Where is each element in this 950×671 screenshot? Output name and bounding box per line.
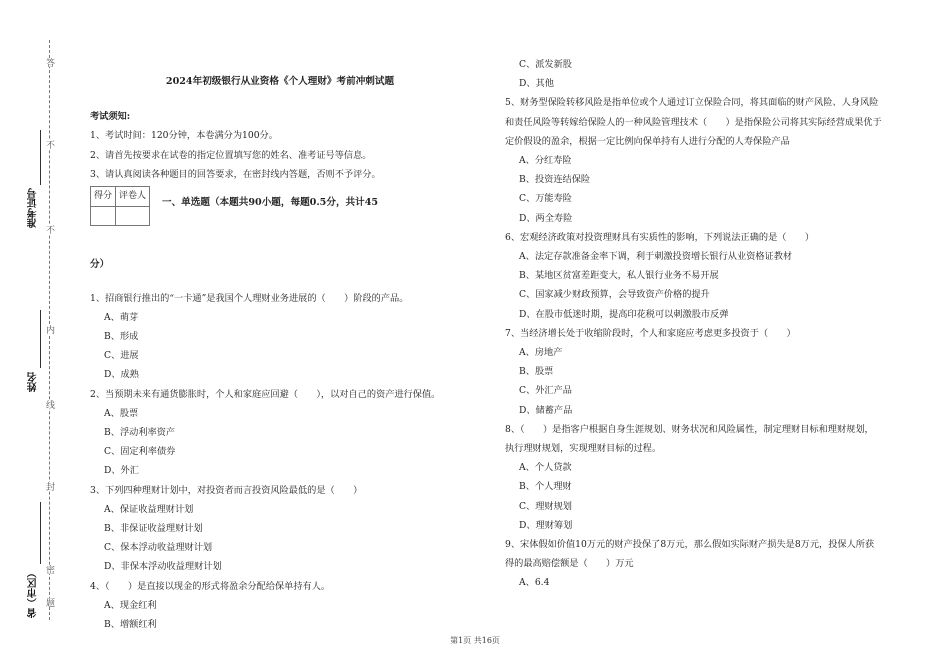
option[interactable]: D、非保本浮动收益理财计划 bbox=[104, 561, 222, 573]
seal-tag: 密 bbox=[41, 565, 57, 574]
question-text: 6、宏观经济政策对投资理财具有实质性的影响，下列说法正确的是（ ） bbox=[505, 231, 815, 243]
option[interactable]: A、个人贷款 bbox=[519, 462, 572, 474]
question-text: 执行理财规划，实现理财目标的过程。 bbox=[505, 443, 662, 455]
question-text: 7、当经济增长处于收缩阶段时，个人和家庭应考虑更多投资于（ ） bbox=[505, 327, 796, 339]
option[interactable]: C、万能寿险 bbox=[519, 193, 572, 205]
question-text: 3、下列四种理财计划中，对投资者而言投资风险最低的是（ ） bbox=[90, 484, 363, 496]
option[interactable]: A、股票 bbox=[104, 407, 139, 419]
section-heading-cont: 分） bbox=[90, 259, 110, 271]
page-footer: 第1页 共16页 bbox=[450, 636, 500, 645]
option[interactable]: B、投资连结保险 bbox=[519, 174, 591, 186]
question bbox=[505, 228, 905, 324]
option[interactable]: B、个人理财 bbox=[519, 481, 572, 493]
binding-margin bbox=[0, 0, 80, 671]
notes-heading: 考试须知: bbox=[90, 111, 131, 123]
option[interactable]: C、固定利率债券 bbox=[104, 446, 176, 458]
seal-tag: 答 bbox=[41, 58, 57, 67]
option[interactable]: C、进展 bbox=[104, 350, 139, 362]
option[interactable]: A、保证收益理财计划 bbox=[104, 503, 194, 515]
right-column bbox=[505, 55, 905, 593]
question bbox=[90, 289, 450, 385]
question-text: 2、当预期未来有通货膨胀时，个人和家庭应回避（ ），以对自己的资产进行保值。 bbox=[90, 388, 441, 400]
note-item: 1、考试时间：120分钟，本卷满分为100分。 bbox=[90, 130, 278, 142]
option[interactable]: B、形成 bbox=[104, 331, 139, 343]
question bbox=[505, 535, 905, 593]
option[interactable]: D、储蓄产品 bbox=[519, 404, 573, 416]
question bbox=[505, 324, 905, 420]
exam-title: 2024年初级银行从业资格《个人理财》考前冲刺试题 bbox=[165, 76, 395, 87]
option[interactable]: B、股票 bbox=[519, 366, 554, 378]
grader-label: 评卷人 bbox=[116, 187, 150, 207]
question-text: 1、招商银行推出的“一卡通”是我国个人理财业务进展的（ ）阶段的产品。 bbox=[90, 292, 409, 304]
option[interactable]: A、6.4 bbox=[519, 577, 550, 589]
option[interactable]: C、外汇产品 bbox=[519, 385, 572, 397]
option[interactable]: D、其他 bbox=[519, 78, 554, 90]
exam-number-line[interactable] bbox=[40, 130, 41, 185]
question-text: 定价假设的盈余，根据一定比例向保单持有人进行分配的人寿保险产品 bbox=[505, 135, 790, 147]
option[interactable]: D、外汇 bbox=[104, 465, 139, 477]
score-label: 得分 bbox=[91, 187, 116, 207]
question bbox=[505, 420, 905, 535]
option[interactable]: B、非保证收益理财计划 bbox=[104, 523, 203, 535]
option[interactable]: B、某地区贫富差距变大，私人银行业务不易开展 bbox=[519, 270, 719, 282]
question-text: 得的最高赔偿额是（ ）万元 bbox=[505, 558, 634, 570]
province-line[interactable] bbox=[40, 502, 41, 564]
option[interactable]: A、萌芽 bbox=[104, 311, 139, 323]
question-text: 8、（ ）是指客户根据自身生涯规划、财务状况和风险属性，制定理财目标和理财规划， bbox=[505, 423, 874, 435]
name-label: 姓名 bbox=[28, 372, 39, 392]
question bbox=[505, 93, 905, 227]
score-cell[interactable] bbox=[91, 207, 116, 226]
question bbox=[90, 385, 450, 481]
option[interactable]: B、浮动利率资产 bbox=[104, 427, 176, 439]
seal-tag: 不 bbox=[41, 140, 57, 149]
option[interactable]: A、房地产 bbox=[519, 347, 563, 359]
option[interactable]: B、增额红利 bbox=[104, 619, 157, 631]
province-label: 省（市区） bbox=[28, 568, 39, 618]
seal-tag: 内 bbox=[41, 325, 57, 334]
question bbox=[90, 577, 450, 635]
grader-cell[interactable] bbox=[116, 207, 150, 226]
option[interactable]: C、派发新股 bbox=[519, 59, 572, 70]
option[interactable]: A、法定存款准备金率下调，利于刺激投资增长银行从业资格证教材 bbox=[519, 251, 793, 263]
name-line[interactable] bbox=[40, 310, 41, 368]
section-heading: 一、单选题（本题共90小题，每题0.5分，共计45 bbox=[162, 197, 379, 208]
option[interactable]: A、现金红利 bbox=[104, 599, 157, 611]
seal-tag: 不 bbox=[41, 225, 57, 234]
option[interactable]: D、两全寿险 bbox=[519, 212, 573, 224]
seal-tag: 线 bbox=[41, 400, 57, 409]
question bbox=[90, 481, 450, 577]
note-item: 2、请首先按要求在试卷的指定位置填写您的姓名、准考证号等信息。 bbox=[90, 149, 372, 161]
left-column bbox=[90, 72, 450, 634]
option[interactable]: C、国家减少财政预算，会导致资产价格的提升 bbox=[519, 289, 710, 301]
exam-number-label: 准考证号 bbox=[28, 188, 39, 228]
question-text: 9、宋体假如价值10万元的财产投保了8万元，那么假如实际财产损失是8万元，投保人所获 bbox=[505, 539, 875, 551]
seal-tag: 题 bbox=[41, 598, 57, 607]
option[interactable]: A、分红寿险 bbox=[519, 155, 572, 167]
option[interactable]: D、成熟 bbox=[104, 369, 139, 381]
seal-tag: 封 bbox=[41, 482, 57, 491]
question-text: 和责任风险等转嫁给保险人的一种风险管理技术（ ）是指保险公司将其实际经营成果优于 bbox=[505, 116, 882, 128]
question-text: 5、财务型保险转移风险是指单位或个人通过订立保险合同，将其面临的财产风险、人身风险 bbox=[505, 97, 879, 109]
score-box bbox=[90, 186, 150, 226]
option[interactable]: D、在股市低迷时期，提高印花税可以刺激股市反弹 bbox=[519, 308, 729, 320]
note-item: 3、请认真阅读各种题目的回答要求，在密封线内答题，否则不予评分。 bbox=[90, 168, 381, 180]
option[interactable]: C、保本浮动收益理财计划 bbox=[104, 542, 213, 554]
question-text: 4、（ ）是直接以现金的形式将盈余分配给保单持有人。 bbox=[90, 580, 331, 592]
option[interactable]: C、理财规划 bbox=[519, 500, 572, 512]
option[interactable]: D、理财筹划 bbox=[519, 519, 573, 531]
